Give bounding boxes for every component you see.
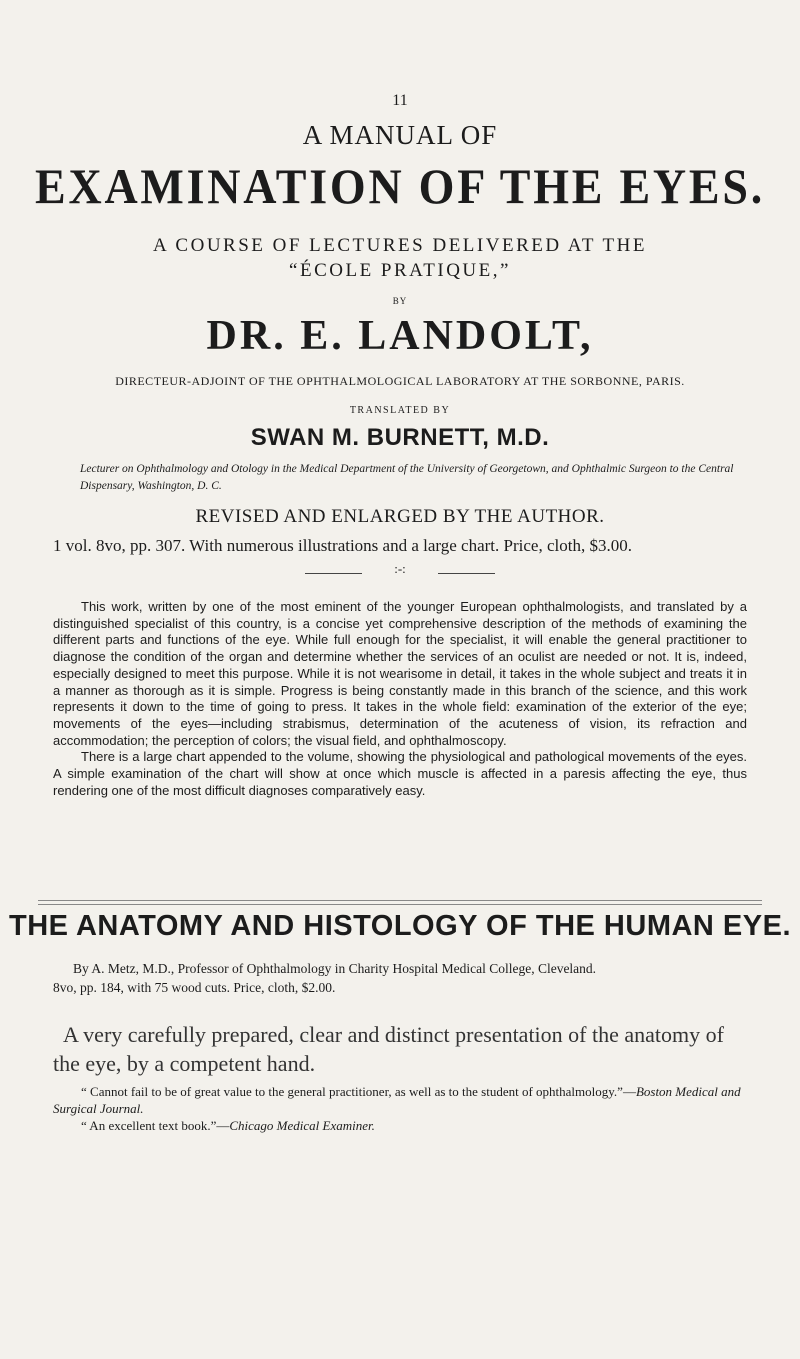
anatomy-author-line: By A. Metz, M.D., Professor of Ophthalmology in Charity Hospital Medical College, Cleveland. [73, 961, 597, 976]
praise-text: A very carefully prepared, clear and distinct presentation of the anatomy of the eye, by a competent hand. [53, 1022, 724, 1076]
translated-by-label: TRANSLATED BY [349, 405, 451, 416]
ornament-rule-right [438, 573, 495, 574]
author-name: DR. E. LANDOLT, [206, 313, 594, 359]
volume-price-line: 1 vol. 8vo, pp. 307. With numerous illustrations and a large chart. Price, cloth, $3.00. [53, 536, 632, 555]
ornament: :-: [394, 561, 406, 576]
description-paragraph: This work, written by one of the most eminent of the younger European ophthalmologists, and translated by a distinguished specialist of this country, is a concise yet comprehensive description of the methods of examining the different parts and functions of the eye. While full enough for the specialist, it will enable the general practitioner to diagnose the condition of the organ and determine whether the services of an oculist are needed or not. It is, indeed, especially designed to meet this purpose. While it is not wearisome in detail, it takes in the whole subject and treats it in a manner as thorough as it is simple. Progress is being constantly made in this branch of the science, and this work represents it down to the time of going to press. It takes in the whole field: examination of the exterior of the eye; movements of the eyes—including strabismus, determination of the acuteness of vision, its refraction and accommodation; the perception of colors; the visual field, and ophthalmoscopy. [53, 599, 747, 748]
anatomy-volume-line: 8vo, pp. 184, with 75 wood cuts. Price, cloth, $2.00. [53, 980, 336, 995]
book-description [53, 599, 747, 799]
description-paragraph: There is a large chart appended to the volume, showing the physiological and pathological movements of the eyes. A simple examination of the chart will show at once which muscle is affected in a paresis affecting the eye, thus rendering one of the most difficult diagnoses comparatively easy. [53, 749, 747, 798]
book-title: EXAMINATION OF THE EYES. [35, 158, 765, 214]
translator-name: SWAN M. BURNETT, M.D. [250, 424, 550, 451]
course-line-2: “ÉCOLE PRATIQUE,” [289, 260, 511, 281]
manual-heading: A MANUAL OF [302, 120, 498, 150]
anatomy-praise [53, 1020, 753, 1078]
author-title: DIRECTEUR-ADJOINT OF THE OPHTHALMOLOGICAL LABORATORY AT THE SORBONNE, PARIS. [115, 374, 685, 388]
anatomy-book-title: THE ANATOMY AND HISTOLOGY OF THE HUMAN EYE. [9, 910, 791, 942]
quote-text: “ Cannot fail to be of great value to the general practitioner, as well as to the student of ophthalmology.”— [81, 1084, 636, 1099]
page-number: 11 [392, 92, 408, 109]
by-label: BY [392, 296, 408, 306]
quote-source: Boston Medical and Surgical Journal. [53, 1084, 741, 1116]
press-quote-2 [53, 1117, 747, 1134]
course-line-1: A COURSE OF LECTURES DELIVERED AT THE [153, 235, 647, 256]
translator-description: Lecturer on Ophthalmology and Otology in the Medical Department of the University of Georgetown, and Ophthalmic Surgeon to the Central Dispensary, Washington, D. C. [80, 463, 734, 492]
press-quotes [53, 1083, 747, 1134]
anatomy-book-details [53, 960, 747, 996]
quote-text: “ An excellent text book.”— [81, 1118, 230, 1133]
revised-line: REVISED AND ENLARGED BY THE AUTHOR. [195, 506, 605, 527]
press-quote-1 [53, 1083, 747, 1117]
quote-source: Chicago Medical Examiner. [229, 1118, 375, 1133]
section-divider [38, 900, 762, 905]
